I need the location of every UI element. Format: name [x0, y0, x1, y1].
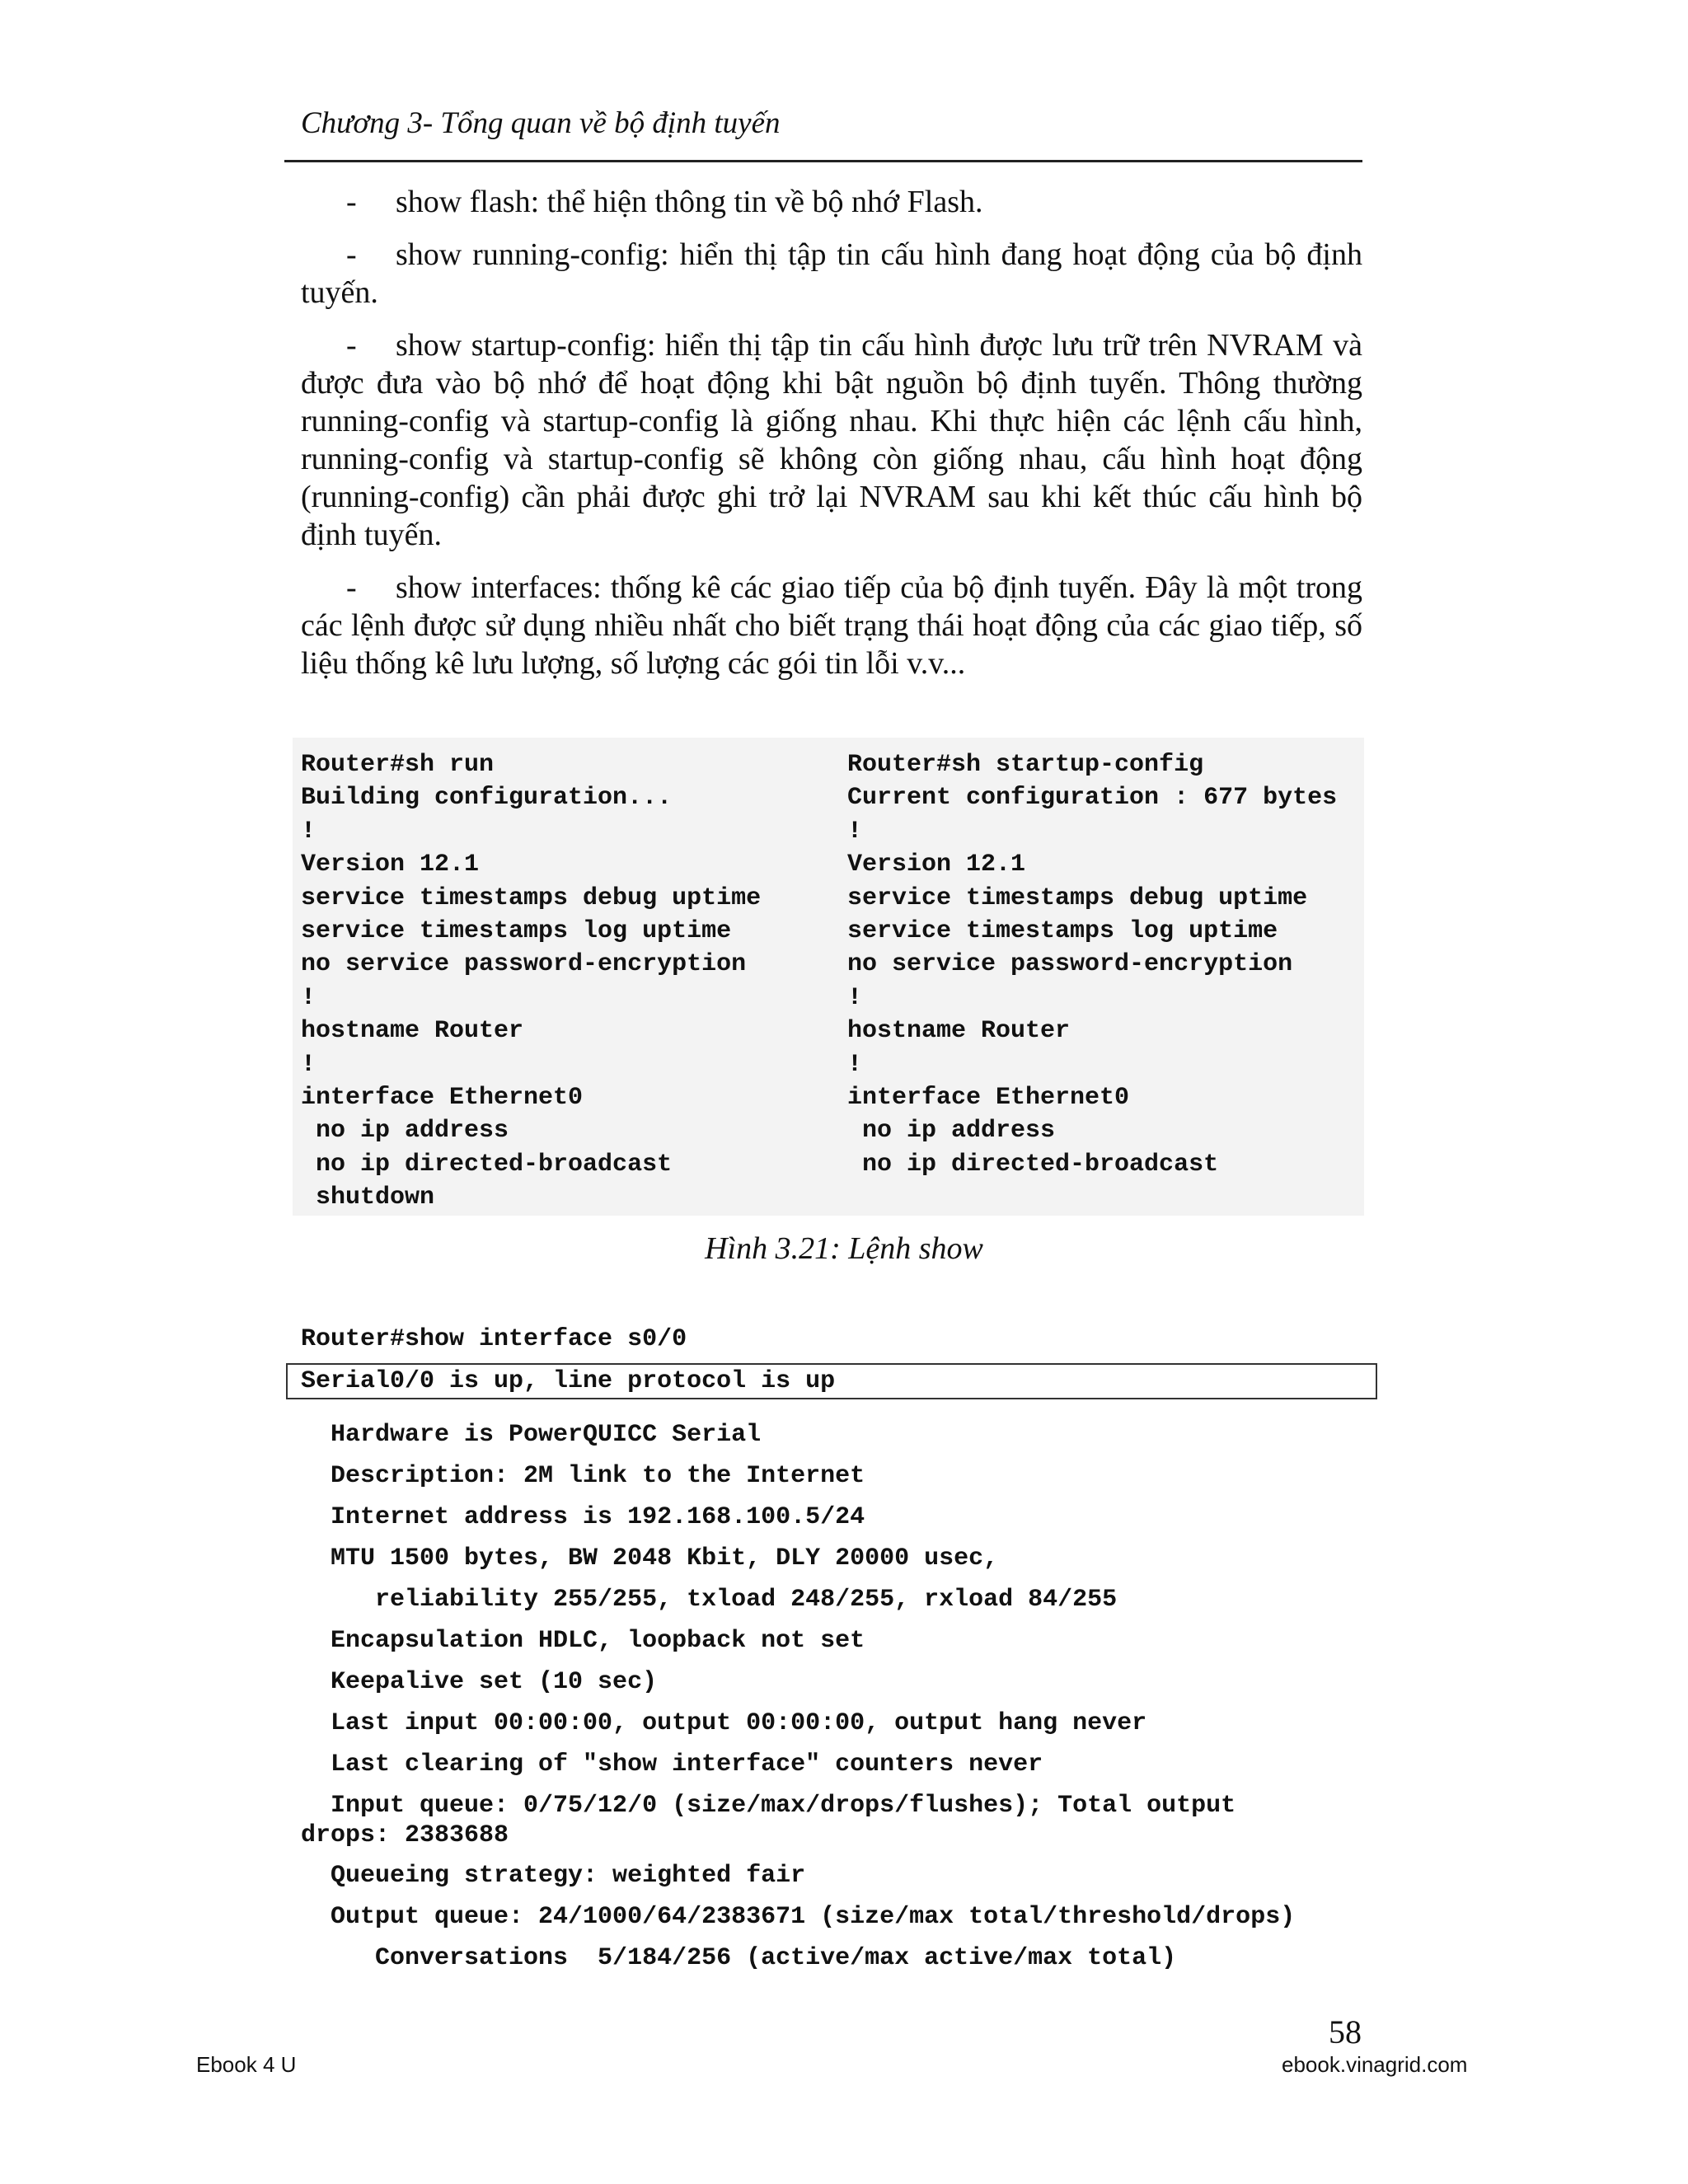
- running-config-code: Router#sh run Building configuration... ! Version 12.1 service timestamps debug uptime service timestamps log uptime no service password-encryption ! hostname Router ! interface Ethernet0 no ip address no ip directed-broadcast shutdown: [301, 751, 762, 1212]
- page-number: 58: [1329, 2013, 1362, 2050]
- interface-output-wrap: drops: 2383688: [301, 1821, 509, 1849]
- bullet-dash: -: [346, 237, 357, 272]
- bullet-dash: -: [346, 570, 357, 605]
- figure-caption: Hình 3.21: Lệnh show: [705, 1231, 983, 1266]
- chapter-header: Chương 3- Tổng quan về bộ định tuyến: [301, 106, 781, 140]
- paragraph-show-startup-config: [301, 326, 1362, 554]
- footer-right: ebook.vinagrid.com: [1282, 2052, 1468, 2077]
- bullet-dash: -: [346, 328, 357, 363]
- paragraph-show-interfaces: [301, 569, 1362, 682]
- bullet-dash: -: [346, 185, 357, 219]
- footer-left: Ebook 4 U: [196, 2052, 297, 2077]
- interface-output-tail: Queueing strategy: weighted fair Output queue: 24/1000/64/2383671 (size/max total/threshold/drops) Conversations 5/184/256 (active/max active/max total): [331, 1862, 1296, 1972]
- paragraph-text: show flash: thể hiện thông tin về bộ nhớ Flash.: [396, 185, 983, 219]
- paragraph-show-running-config: [301, 236, 1362, 312]
- startup-config-code: Router#sh startup-config Current configuration : 677 bytes ! Version 12.1 service timestamps debug uptime service timestamps log uptime no service password-encryption ! hostname Router ! interface Ethernet0 no ip address no ip directed-broadcast: [847, 751, 1338, 1179]
- header-rule: [284, 160, 1362, 162]
- paragraph-show-flash: [301, 183, 1362, 221]
- show-interface-command: Router#show interface s0/0: [301, 1325, 687, 1353]
- paragraph-text: show running-config: hiển thị tập tin cấu hình đang hoạt động của bộ định tuyến.: [301, 237, 1362, 310]
- paragraph-text: show startup-config: hiển thị tập tin cấu hình được lưu trữ trên NVRAM và được đưa vào bộ nhớ để hoạt động khi bật nguồn bộ định tuyến. Thông thường running-config và startup-config là giống nhau. Khi thực hiện các lệnh cấu hình, running-config và startup-config sẽ không còn giống nhau, cấu hình hoạt động (running-config) cần phải được ghi trở lại NVRAM sau khi kết thúc cấu hình bộ định tuyến.: [301, 328, 1362, 552]
- status-line: Serial0/0 is up, line protocol is up: [301, 1367, 836, 1395]
- interface-output: Hardware is PowerQUICC Serial Description: 2M link to the Internet Internet address is 192.168.100.5/24 MTU 1500 bytes, BW 2048 Kbit, DLY 20000 usec, reliability 255/255, txload 248/255, rxload 84/255 Encapsulation HDLC, loopback not set Keepalive set (10 sec) Last input 00:00:00, output 00:00:00, output hang never Last clearing of "show interface" counters never Input queue: 0/75/12/0 (size/max/drops/flushes); Total output: [331, 1421, 1236, 1820]
- paragraph-text: show interfaces: thống kê các giao tiếp của bộ định tuyến. Đây là một trong các lệnh được sử dụng nhiều nhất cho biết trạng thái hoạt động của các giao tiếp, số liệu thống kê lưu lượng, số lượng các gói tin lỗi v.v...: [301, 570, 1362, 681]
